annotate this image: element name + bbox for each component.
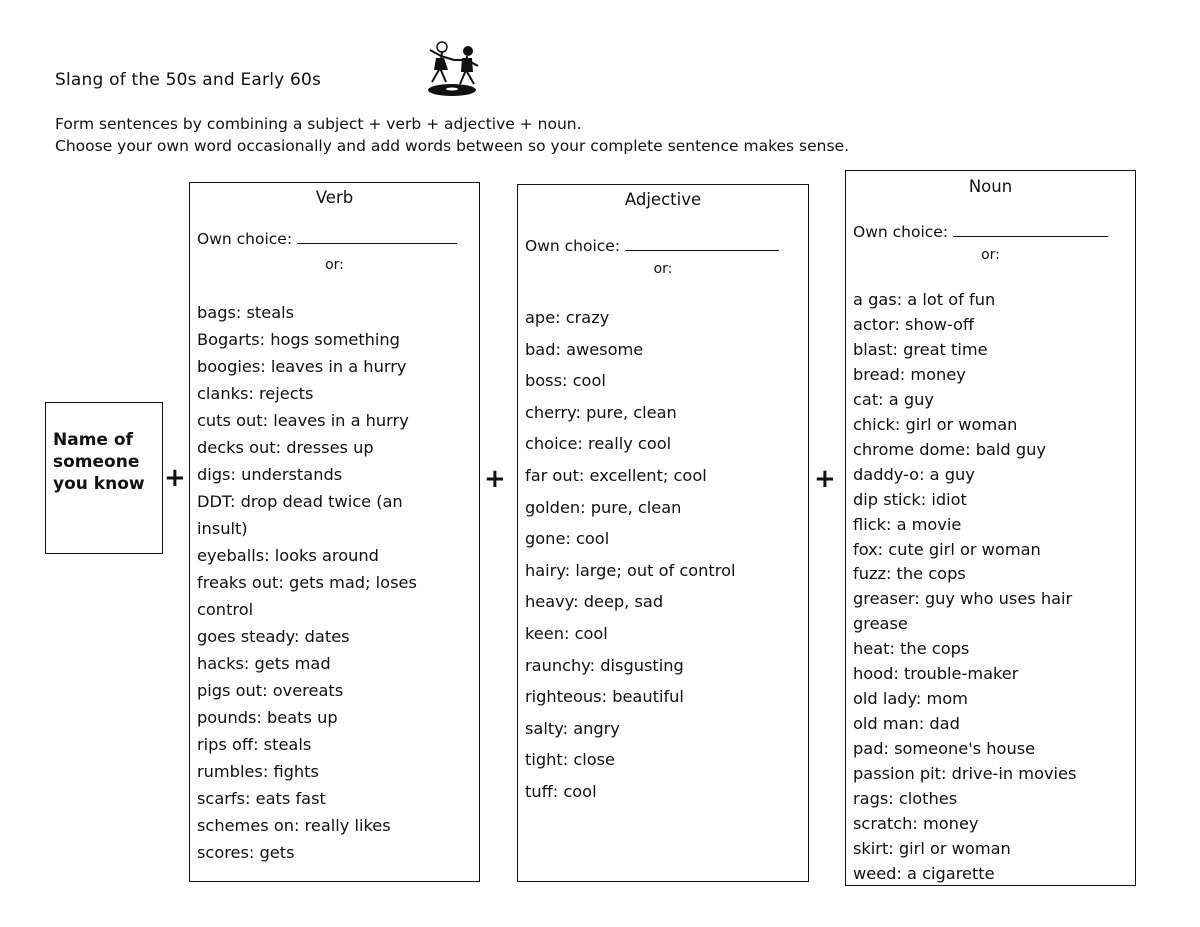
noun-list-item: rags: clothes [853,789,958,809]
adjective-list-item: far out: excellent; cool [525,465,707,485]
noun-list-item: a gas: a lot of fun [853,290,996,309]
adjective-list-item: boss: cool [525,371,606,391]
verb-list-item: DDT: drop dead twice (an [197,492,403,511]
own-choice-blank[interactable] [953,235,1108,237]
dancing-couple-icon [410,38,496,98]
noun-list-item: bread: money [853,364,966,384]
verb-own-choice [197,230,479,248]
noun-list-item: scratch: money [853,814,979,834]
noun-list-item: chick: girl or woman [853,414,1018,434]
verb-list-item: hacks: gets mad [197,654,331,673]
verb-list-item: clanks: rejects [197,384,314,403]
verb-list-item: scores: gets [197,843,295,862]
subject-line: Name of [53,430,133,450]
verb-list-item: decks out: dresses up [197,438,374,457]
verb-list-item: bags: steals [197,303,295,322]
adjective-own-choice [525,237,808,255]
verb-list-item: rips off: steals [197,735,312,754]
verb-list-item: digs: understands [197,465,343,484]
adjective-list-item: raunchy: disgusting [525,655,684,675]
noun-list-item: greaser: guy who uses hair [853,589,1073,609]
adjective-list-item: choice: really cool [525,434,672,454]
noun-column-title: Noun [968,177,1013,196]
verb-list-item: cuts out: leaves in a hurry [197,411,409,430]
noun-list-item: weed: a cigarette [853,863,995,883]
noun-list-item: fuzz: the cops [853,564,966,584]
adjective-list [525,302,804,808]
adjective-list-item: tight: close [525,750,616,770]
verb-list-item: schemes on: really likes [197,816,391,835]
noun-list-item: old man: dad [853,714,960,734]
own-choice-blank[interactable] [297,242,457,244]
page-title: Slang of the 50s and Early 60s [55,70,322,90]
noun-list-item: fox: cute girl or woman [853,539,1041,559]
adjective-list-item: ape: crazy [525,308,610,327]
noun-list-item: grease [853,614,908,634]
noun-list-item: cat: a guy [853,389,934,409]
verb-list-item: insult) [197,519,248,538]
adjective-list-item: hairy: large; out of control [525,560,736,580]
noun-list-item: actor: show-off [853,314,975,334]
noun-list-item: skirt: girl or woman [853,838,1011,858]
noun-list-item: daddy-o: a guy [853,464,975,484]
noun-list [853,288,1131,887]
adjective-list-item: golden: pure, clean [525,497,682,517]
subject-line: you know [53,474,145,494]
verb-list-item: pounds: beats up [197,708,338,727]
adjective-column [517,184,809,882]
verb-list-item: boogies: leaves in a hurry [197,357,407,376]
or-label: or: [981,247,1000,263]
verb-list-item: Bogarts: hogs something [197,330,400,349]
adjective-list-item: keen: cool [525,623,608,643]
noun-list-item: blast: great time [853,339,988,359]
verb-list-item: freaks out: gets mad; loses [197,573,417,592]
noun-list-item: old lady: mom [853,689,968,709]
verb-list-item: scarfs: eats fast [197,789,326,808]
subject-box [45,402,163,554]
adjective-column-title: Adjective [624,190,702,209]
verb-list-item: pigs out: overeats [197,681,344,700]
noun-list-item: dip stick: idiot [853,489,967,509]
own-choice-blank[interactable] [625,249,779,251]
adjective-list-item: heavy: deep, sad [525,592,664,612]
plus-sign: + [484,464,506,494]
noun-own-choice [853,223,1135,241]
own-choice-label: Own choice: [197,230,293,248]
adjective-list-item: gone: cool [525,529,610,549]
noun-list-item: passion pit: drive-in movies [853,764,1077,784]
noun-list-item: heat: the cops [853,639,970,659]
noun-list-item: hood: trouble-maker [853,664,1019,684]
own-choice-label: Own choice: [525,237,621,255]
instruction-line-1: Form sentences by combining a subject + verb + adjective + noun. [55,115,582,133]
noun-column [845,170,1136,886]
verb-column-title: Verb [315,188,354,207]
verb-list-item: control [197,600,254,619]
adjective-list-item: salty: angry [525,718,620,738]
adjective-list-item: righteous: beautiful [525,687,684,707]
own-choice-label: Own choice: [853,223,949,241]
noun-list-item: pad: someone's house [853,739,1036,759]
adjective-list-item: bad: awesome [525,339,644,359]
verb-list-item: eyeballs: looks around [197,546,379,565]
verb-list-item: rumbles: fights [197,762,319,781]
verb-column [189,182,480,882]
verb-list-item: goes steady: dates [197,627,350,646]
or-label: or: [653,261,673,277]
plus-sign: + [164,463,186,493]
noun-list-item: chrome dome: bald guy [853,439,1046,459]
subject-line: someone [53,452,140,472]
instruction-line-2: Choose your own word occasionally and add words between so your complete sentence makes sense. [55,137,850,155]
verb-list [197,299,475,866]
noun-list-item: flick: a movie [853,514,962,534]
adjective-list-item: cherry: pure, clean [525,402,677,422]
plus-sign: + [814,464,836,494]
adjective-list-item: tuff: cool [525,781,597,801]
or-label: or: [325,257,344,273]
